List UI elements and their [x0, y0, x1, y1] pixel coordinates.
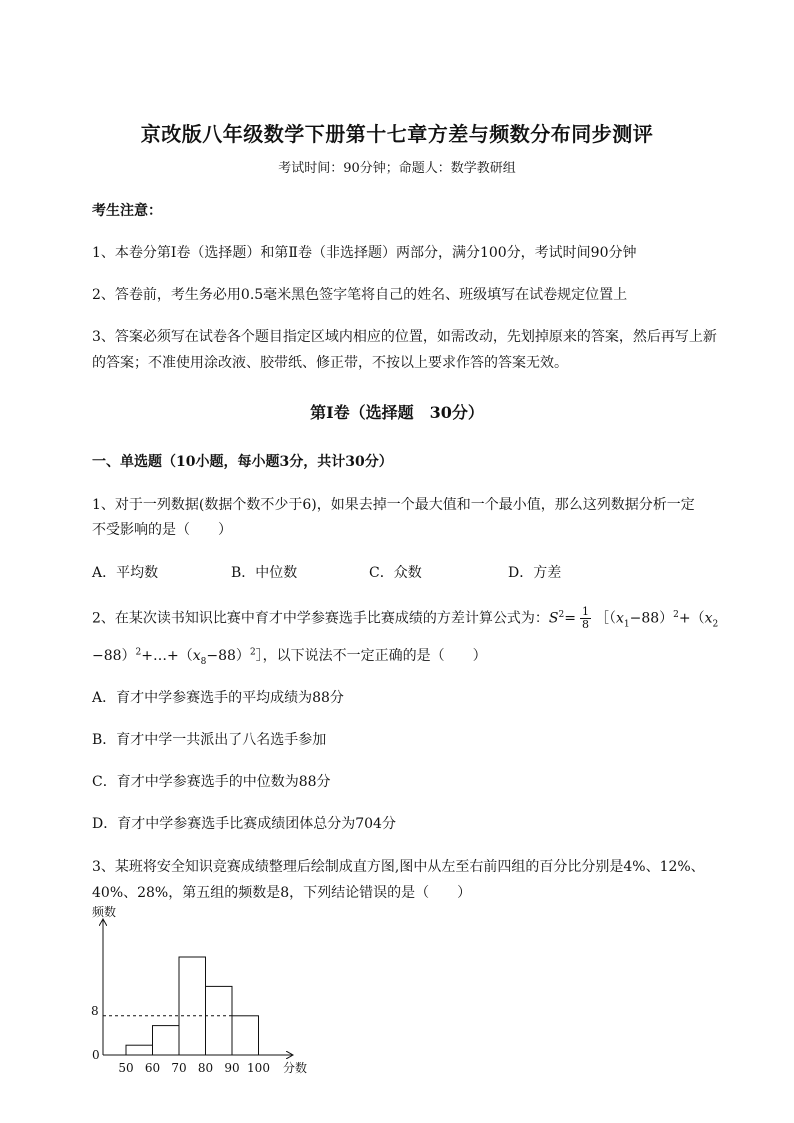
q2-stem-text: 2、在某次读书知识比赛中育才中学参赛选手比赛成绩的方差计算公式为： [92, 610, 549, 627]
histogram-bar-50-60 [126, 1045, 153, 1055]
q2-fraction-num: 1 [581, 605, 589, 618]
q2-x1: x [615, 610, 624, 627]
q1-option-b: B．中位数 [231, 565, 298, 581]
q2-ellipsis: +…+（ [141, 648, 193, 664]
x-tick-60: 60 [144, 1061, 161, 1075]
q2-stem-tail: ］，以下说法不一定正确的是（ ） [255, 648, 487, 664]
q2-term2: −88） [92, 648, 136, 664]
page-subtitle: 考试时间：90分钟；命题人：数学教研组 [278, 161, 516, 176]
section-heading: 一、单选题（10小题，每小题3分，共计30分） [92, 454, 393, 470]
q2-term2-exp: 2 [135, 647, 142, 658]
q2-x2: x [704, 610, 713, 627]
q2-fraction [580, 606, 591, 631]
notice-item-3-line1: 3、答案必须写在试卷各个题目指定区域内相应的位置，如需改动，先划掉原来的答案，然后再写上新 [92, 329, 717, 345]
q2-x8: x [192, 648, 201, 664]
page-title: 京改版八年级数学下册第十七章方差与频数分布同步测评 [140, 122, 654, 146]
histogram-bar-90-100 [232, 1016, 259, 1055]
q3-stem-line1: 3、某班将安全知识竞赛成绩整理后绘制成直方图,图中从左至右前四组的百分比分别是4%、12%、 [92, 859, 705, 875]
q2-option-b: B．育才中学一共派出了八名选手参加 [92, 732, 327, 748]
q2-term8-exp: 2 [249, 647, 256, 658]
histogram-bar-80-90 [206, 986, 233, 1055]
x-tick-90: 90 [224, 1061, 240, 1075]
x-tick-50: 50 [118, 1061, 134, 1075]
q2-term1: −88） [629, 610, 674, 627]
q2-plus-open: +（ [678, 610, 705, 627]
q2-stem-line1 [92, 606, 718, 631]
q2-equals: = [564, 610, 576, 627]
q1-option-a: A．平均数 [92, 565, 159, 581]
q1-option-d: D．方差 [508, 565, 562, 581]
q1-stem-line1: 1、对于一列数据(数据个数不少于6)，如果去掉一个最大值和一个最小值，那么这列数据分析一定 [92, 497, 695, 513]
q2-x8-sub: 8 [200, 656, 207, 667]
y-tick-8: 8 [91, 1004, 99, 1018]
x-axis-label: 分数 [283, 1061, 308, 1075]
q2-bracket-open: ［（ [594, 610, 616, 627]
notice-item-2: 2、答卷前，考生务必用0.5毫米黑色签字笔将自己的姓名、班级填写在试卷规定位置上 [92, 287, 628, 303]
part1-heading: 第I卷（选择题 30分） [310, 403, 484, 422]
y-axis-label: 频数 [92, 905, 117, 919]
x-tick-70: 70 [171, 1061, 187, 1075]
histogram-bar-70-80 [179, 957, 206, 1055]
q2-x1-sub: 1 [623, 619, 630, 630]
q1-stem-line2: 不受影响的是（ ） [92, 522, 232, 538]
notice-heading: 考生注意： [92, 203, 162, 219]
notice-item-1: 1、本卷分第I卷（选择题）和第Ⅱ卷（非选择题）两部分，满分100分，考试时间90分钟 [92, 245, 637, 261]
q2-option-c: C．育才中学参赛选手的中位数为88分 [92, 774, 331, 790]
q2-fraction-den: 8 [581, 618, 589, 632]
q2-option-d: D．育才中学参赛选手比赛成绩团体总分为704分 [92, 816, 396, 832]
histogram-bar-60-70 [153, 1026, 180, 1055]
q2-stem-line2 [92, 645, 487, 667]
q1-option-c: C．众数 [369, 565, 422, 581]
q2-option-a: A．育才中学参赛选手的平均成绩为88分 [92, 690, 344, 706]
y-tick-0: 0 [92, 1048, 100, 1062]
q2-term8: −88） [206, 648, 250, 664]
x-tick-100: 100 [247, 1061, 270, 1075]
q2-x2-sub: 2 [712, 619, 719, 630]
q2-term1-exp: 2 [673, 609, 679, 620]
notice-item-3-line2: 的答案；不准使用涂改液、胶带纸、修正带，不按以上要求作答的答案无效。 [92, 355, 568, 371]
histogram-chart [80, 900, 330, 1080]
q2-variance-exp: 2 [558, 609, 565, 620]
x-tick-80: 80 [197, 1061, 214, 1075]
q2-variance-symbol: S [548, 610, 559, 627]
q3-stem-line2: 40%、28%，第五组的频数是8，下列结论错误的是（ ） [92, 885, 472, 901]
